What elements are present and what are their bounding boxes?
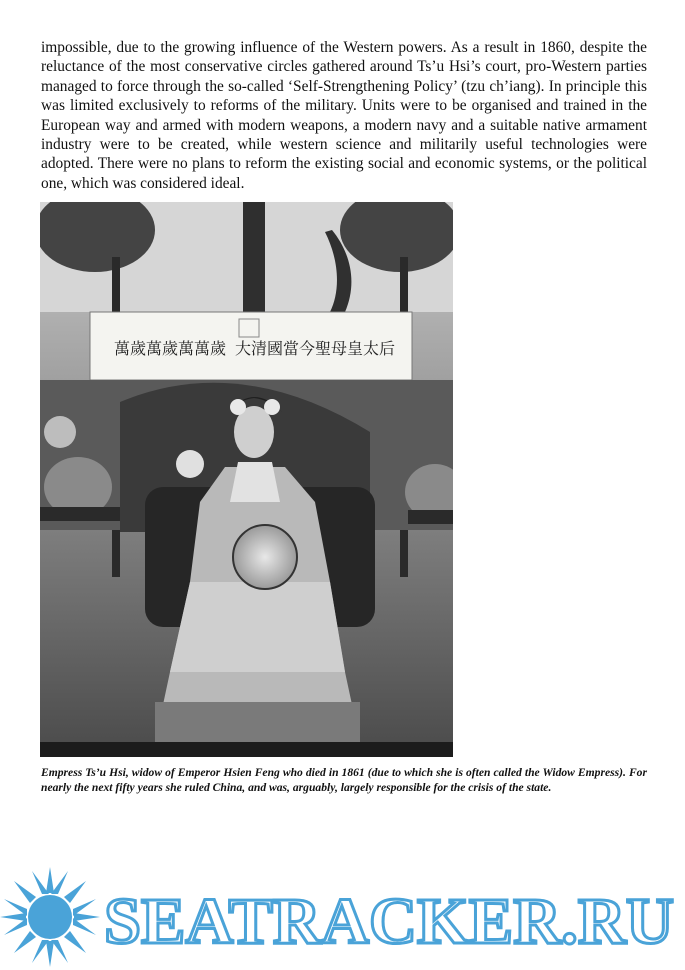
sun-burst-icon — [0, 867, 100, 967]
body-paragraph: impossible, due to the growing influence of the Western powers. As a result in 1860, despite the reluctance of the most conservative circles gathered around Ts’u Hsi’s court, pro-Western parties managed to force through the so-called ‘Self-Strengthening Policy’ (tzu ch’iang). In principle this was limited exclusively to reforms of the military. Units were to be organised and trained in the European way and armed with modern weapons, a modern navy and a suitable native armament industry were to be created, while western science and militarily useful technologies were adopted. There were no plans to reform the existing social and economic systems, or the political one, which was considered ideal. — [41, 39, 647, 192]
watermark-text: SEATRACKER.RU — [104, 885, 674, 958]
empress-photo — [40, 202, 453, 757]
photo-caption: Empress Ts’u Hsi, widow of Emperor Hsien Feng who died in 1861 (due to which she is often called the Widow Empress). For nearly the next fifty years she ruled China, and was, arguably, largely responsible for the crisis of the state. — [41, 766, 647, 794]
flower-left — [176, 450, 204, 478]
banner-inscription-left: 萬歲萬歲萬萬歲 — [113, 341, 227, 358]
watermark-banner — [0, 865, 685, 970]
banner-inscription-right: 大清國當今聖母皇太后 — [234, 341, 396, 358]
round-fan — [233, 525, 297, 589]
empress-photo-illustration — [40, 202, 453, 757]
